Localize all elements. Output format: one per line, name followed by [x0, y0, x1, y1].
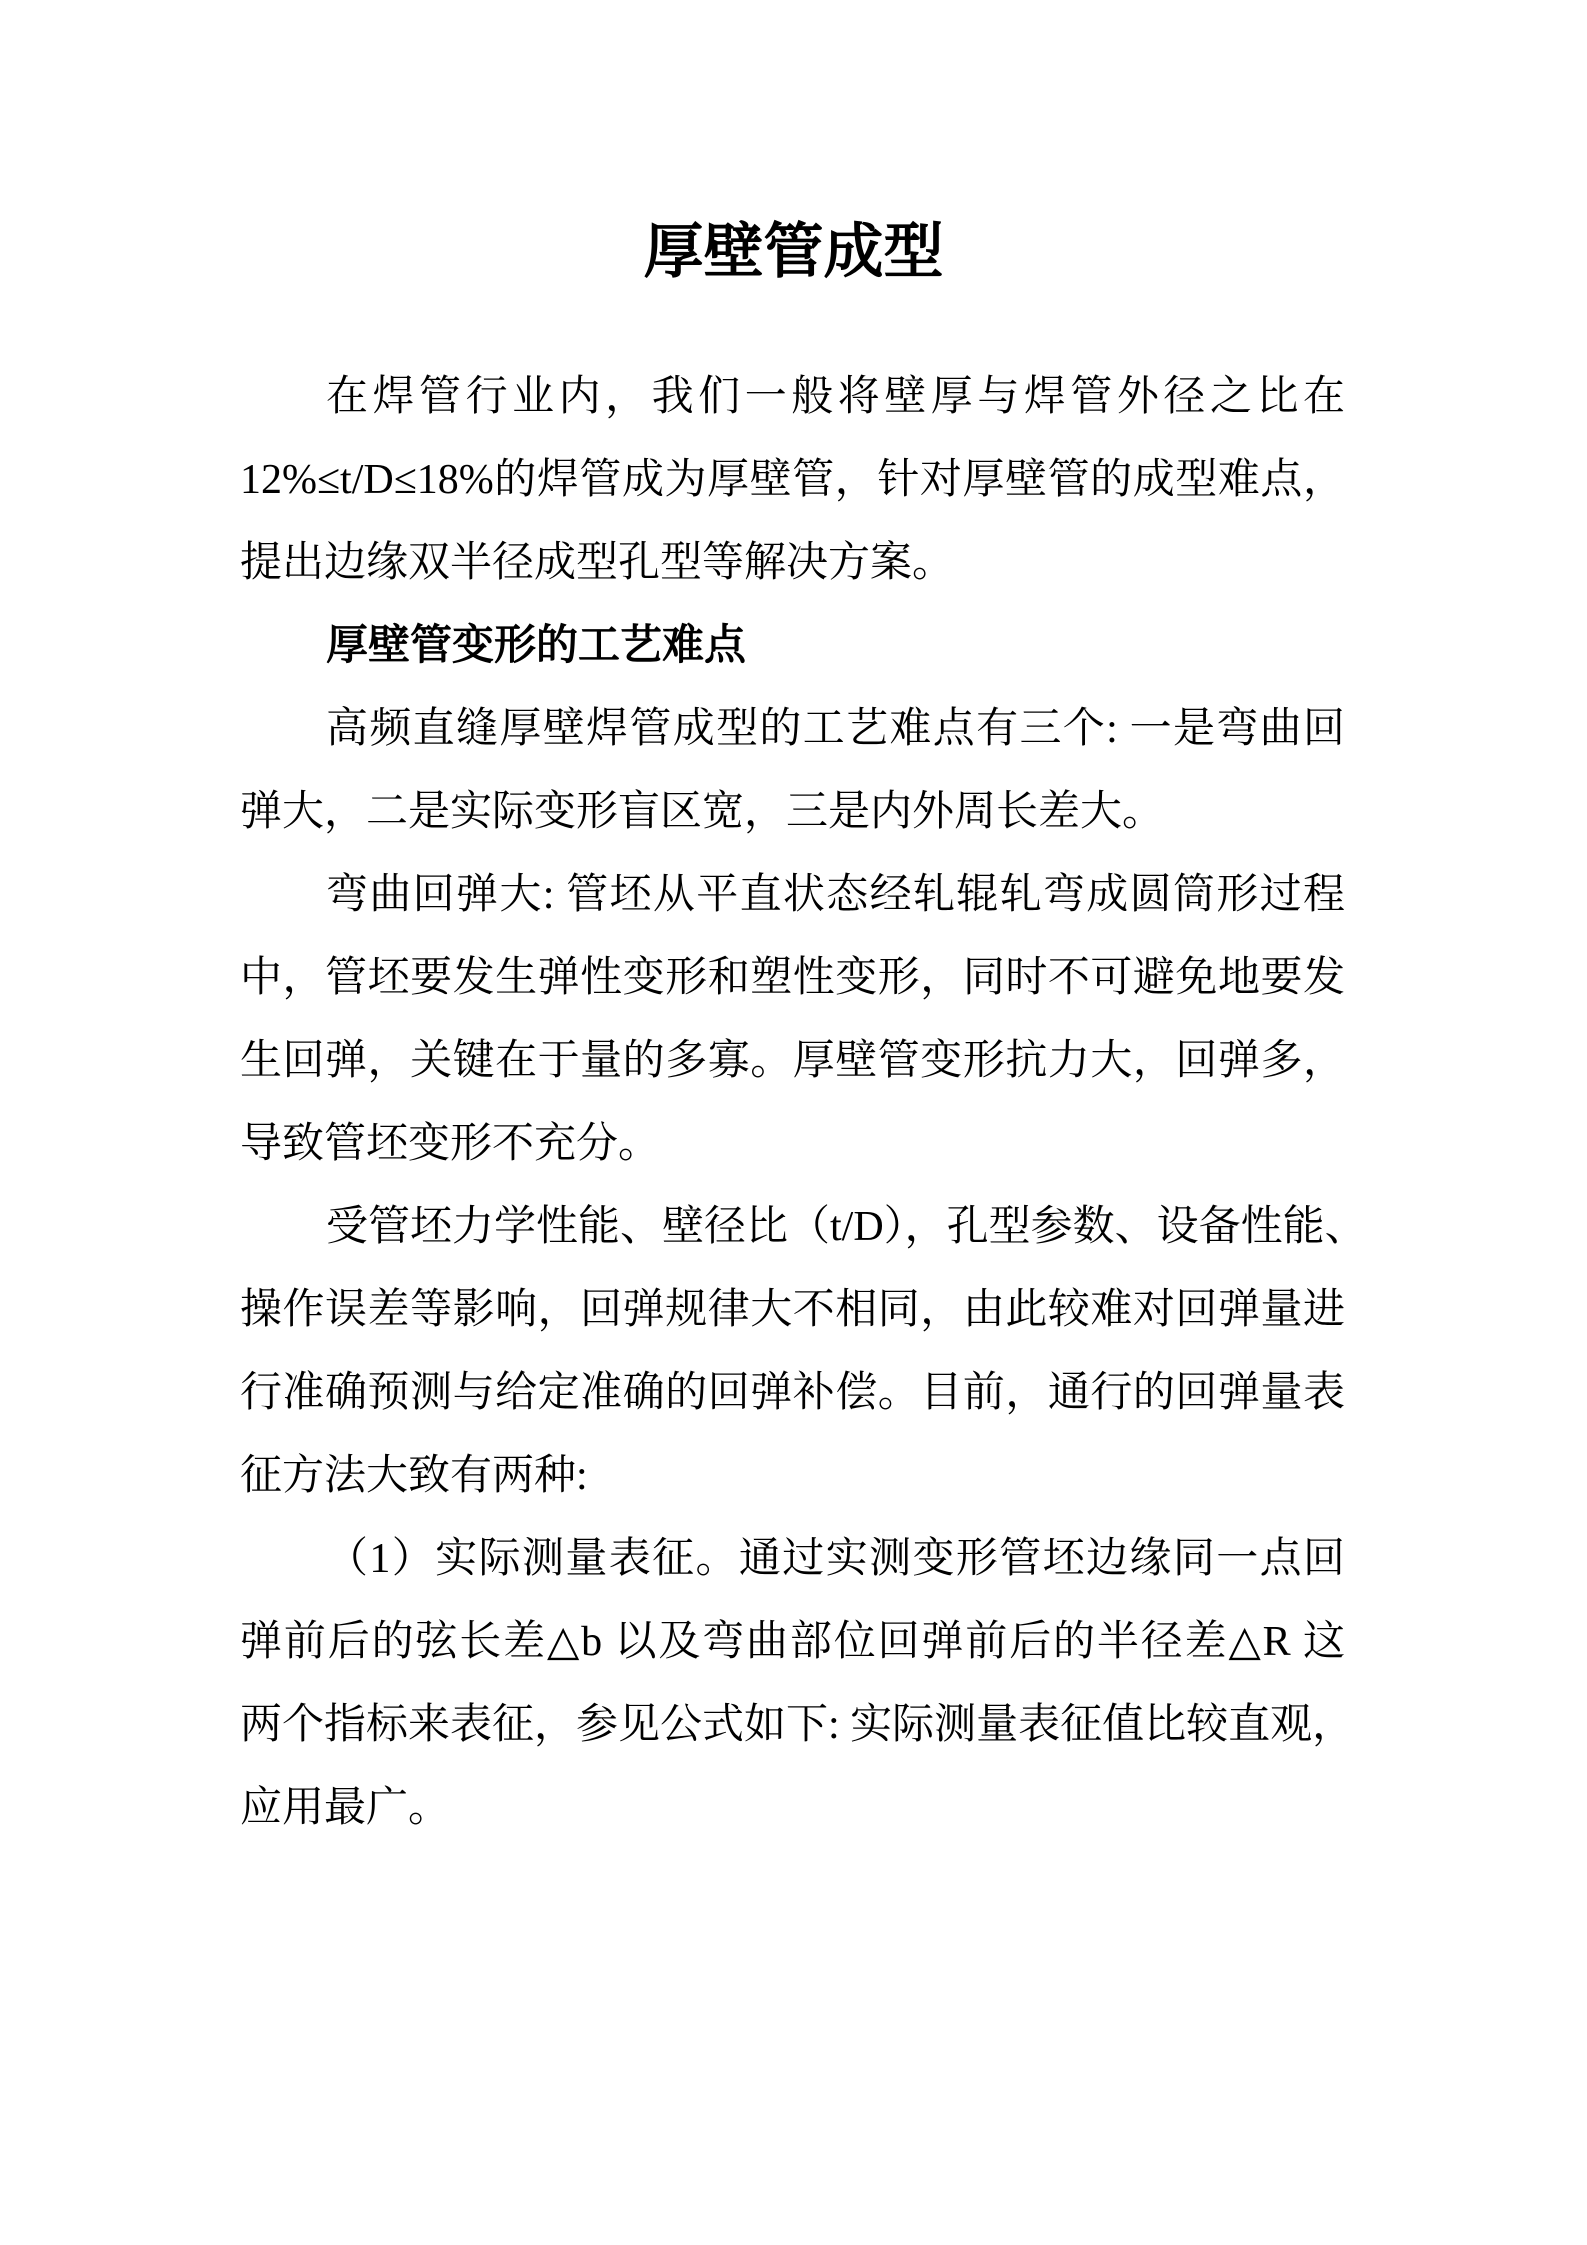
paragraph-line: 提出边缘双半径成型孔型等解决方案。 [240, 540, 955, 586]
paragraph-line: 操作误差等影响，回弹规律大不相同，由此较难对回弹量进 [240, 1287, 1345, 1333]
paragraph-line: 弹大，二是实际变形盲区宽，三是内外周长差大。 [240, 789, 1165, 835]
section-heading [240, 605, 1345, 688]
paragraph-line: 弹前后的弦长差△b 以及弯曲部位回弹前后的半径差△R 这 [240, 1619, 1345, 1665]
paragraph [240, 1186, 1367, 1518]
paragraph-line: 高频直缝厚壁焊管成型的工艺难点有三个: 一是弯曲回 [326, 706, 1345, 752]
paragraph-line: 弯曲回弹大: 管坯从平直状态经轧辊轧弯成圆筒形过程 [326, 872, 1345, 918]
paragraph-line: 生回弹，关键在于量的多寡。厚壁管变形抗力大，回弹多， [240, 1038, 1345, 1084]
paragraph-line: 行准确预测与给定准确的回弹补偿。目前，通行的回弹量表 [240, 1370, 1345, 1416]
paragraph-line: 两个指标来表征，参见公式如下: 实际测量表征值比较直观， [240, 1702, 1355, 1748]
paragraph [240, 1518, 1355, 1850]
paragraph-line: 应用最广。 [240, 1785, 451, 1831]
paragraph-line: 征方法大致有两种: [240, 1453, 588, 1499]
paragraph-line: 导致管坯变形不充分。 [240, 1121, 661, 1167]
heading-line: 厚壁管变形的工艺难点 [326, 623, 747, 669]
page-title: 厚壁管成型 [643, 219, 944, 285]
paragraph-line: 受管坯力学性能、壁径比（t/D），孔型参数、设备性能、 [326, 1204, 1367, 1250]
paragraph-line: 在焊管行业内，我们一般将壁厚与焊管外径之比在 [326, 374, 1345, 420]
paragraph [240, 688, 1345, 854]
paragraph [240, 356, 1345, 605]
document-body [240, 356, 1367, 1850]
paragraph-line: 12%≤t/D≤18%的焊管成为厚壁管，针对厚壁管的成型难点， [240, 457, 1345, 503]
paragraph-line: （1）实际测量表征。通过实测变形管坯边缘同一点回 [326, 1536, 1345, 1582]
paragraph [240, 854, 1345, 1186]
paragraph-line: 中，管坯要发生弹性变形和塑性变形，同时不可避免地要发 [240, 955, 1345, 1001]
